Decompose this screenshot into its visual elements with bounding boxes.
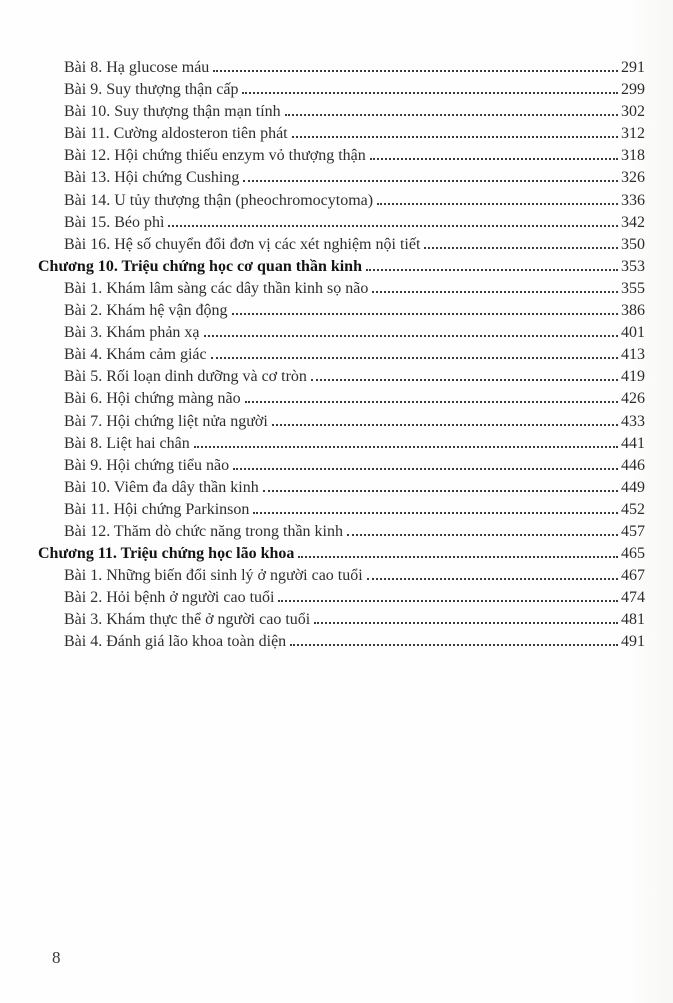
toc-row [38,190,645,212]
toc-entry-label: Bài 15. Béo phì [64,213,165,231]
toc-entry-page: 457 [621,522,645,540]
toc-entry-page: 419 [621,368,645,386]
dot-leader [194,446,618,448]
toc-entry-label: Bài 8. Hạ glucose máu [64,59,210,76]
toc-row [38,57,645,79]
toc-row [38,256,645,278]
toc-row [38,411,645,433]
toc-row [38,322,645,344]
toc-entry-page: 302 [621,103,645,121]
dot-leader [243,180,618,182]
toc-entry-label: Bài 16. Hệ số chuyển đổi đơn vị các xét nghiệm nội tiết [64,235,421,253]
page-number: 8 [52,948,61,967]
dot-leader [232,313,618,315]
toc-row [38,543,645,565]
toc-entry-page: 342 [621,213,645,231]
toc-row [38,455,645,477]
dot-leader [213,70,618,72]
toc-row [38,565,645,587]
toc-entry-label: Chương 11. Triệu chứng học lão khoa [38,545,295,563]
toc-entry-label: Bài 1. Khám lâm sàng các dây thần kinh sọ não [64,279,369,297]
toc-entry-page: 491 [621,633,645,651]
dot-leader [278,600,618,602]
toc-row [38,344,645,366]
toc-entry-label: Bài 10. Suy thượng thận mạn tính [64,103,281,121]
toc-entry-page: 336 [621,191,645,209]
toc-row [38,212,645,234]
toc-entry-page: 355 [621,279,645,297]
toc-list [38,57,645,654]
dot-leader [290,644,618,646]
toc-entry-label: Bài 7. Hội chứng liệt nửa người [64,412,268,430]
toc-entry-page: 441 [621,434,645,452]
dot-leader [372,291,618,293]
dot-leader [245,401,618,403]
dot-leader [168,225,618,227]
toc-entry-page: 413 [621,346,645,364]
dot-leader [298,556,618,558]
toc-entry-label: Bài 2. Hỏi bệnh ở người cao tuổi [64,589,275,607]
dot-leader [377,203,618,205]
toc-entry-label: Bài 6. Hội chứng màng não [64,390,241,408]
toc-row [38,433,645,455]
dot-leader [366,269,618,271]
toc-row [38,388,645,410]
toc-row [38,300,645,322]
toc-row [38,631,645,653]
toc-entry-label: Bài 8. Liệt hai chân [64,434,190,452]
dot-leader [272,424,618,426]
dot-leader [211,357,618,359]
toc-entry-page: 350 [621,235,645,253]
toc-entry-page: 386 [621,302,645,320]
toc-entry-label: Bài 9. Suy thượng thận cấp [64,81,239,99]
toc-entry-label: Bài 3. Khám phản xạ [64,324,200,342]
toc-entry-label: Bài 4. Đánh giá lão khoa toàn diện [64,633,287,651]
toc-entry-label: Bài 9. Hội chứng tiểu não [64,456,230,474]
toc-entry-label: Bài 11. Cường aldosteron tiên phát [64,125,288,143]
toc-entry-label: Bài 3. Khám thực thể ở người cao tuổi [64,611,311,629]
dot-leader [292,136,618,138]
toc-entry-page: 312 [621,125,645,143]
toc-entry-page: 299 [621,81,645,99]
dot-leader [204,335,618,337]
dot-leader [263,490,618,492]
dot-leader [285,114,618,116]
toc-entry-label: Bài 5. Rối loạn dinh dưỡng và cơ tròn [64,368,307,386]
dot-leader [311,379,618,381]
toc-row [38,366,645,388]
toc-entry-label: Bài 1. Những biến đổi sinh lý ở người cao tuổi [64,567,363,585]
dot-leader [242,92,618,94]
toc-row [38,521,645,543]
toc-entry-label: Bài 12. Thăm dò chức năng trong thần kinh [64,522,343,540]
toc-row [38,609,645,631]
toc-entry-page: 318 [621,147,645,165]
toc-entry-page: 481 [621,611,645,629]
toc-row [38,167,645,189]
toc-entry-label: Bài 14. U tủy thượng thận (pheochromocytoma) [64,191,374,209]
toc-entry-label: Bài 12. Hội chứng thiếu enzym vỏ thượng thận [64,147,366,165]
toc-row [38,123,645,145]
toc-row [38,101,645,123]
toc-entry-page: 291 [621,59,645,76]
toc-entry-page: 433 [621,412,645,430]
toc-entry-page: 353 [621,257,645,275]
toc-entry-page: 465 [621,545,645,563]
dot-leader [253,512,618,514]
toc-entry-label: Bài 4. Khám cảm giác [64,346,207,364]
toc-row [38,234,645,256]
toc-row [38,79,645,101]
dot-leader [424,247,618,249]
toc-entry-page: 426 [621,390,645,408]
toc-row [38,477,645,499]
dot-leader [370,158,618,160]
dot-leader [347,534,618,536]
toc-entry-page: 326 [621,169,645,187]
toc-row [38,145,645,167]
toc-entry-label: Bài 10. Viêm đa dây thần kinh [64,478,259,496]
toc-entry-label: Bài 11. Hội chứng Parkinson [64,500,250,518]
dot-leader [233,468,618,470]
toc-row [38,587,645,609]
toc-entry-label: Bài 13. Hội chứng Cushing [64,169,240,187]
toc-entry-label: Chương 10. Triệu chứng học cơ quan thần kinh [38,257,362,275]
toc-entry-page: 449 [621,478,645,496]
toc-entry-page: 452 [621,500,645,518]
toc-row [38,499,645,521]
dot-leader [314,622,618,624]
toc-entry-page: 474 [621,589,645,607]
toc-entry-label: Bài 2. Khám hệ vận động [64,302,228,320]
toc-entry-page: 467 [621,567,645,585]
dot-leader [367,578,618,580]
toc-entry-page: 446 [621,456,645,474]
toc-row [38,278,645,300]
toc-entry-page: 401 [621,324,645,342]
